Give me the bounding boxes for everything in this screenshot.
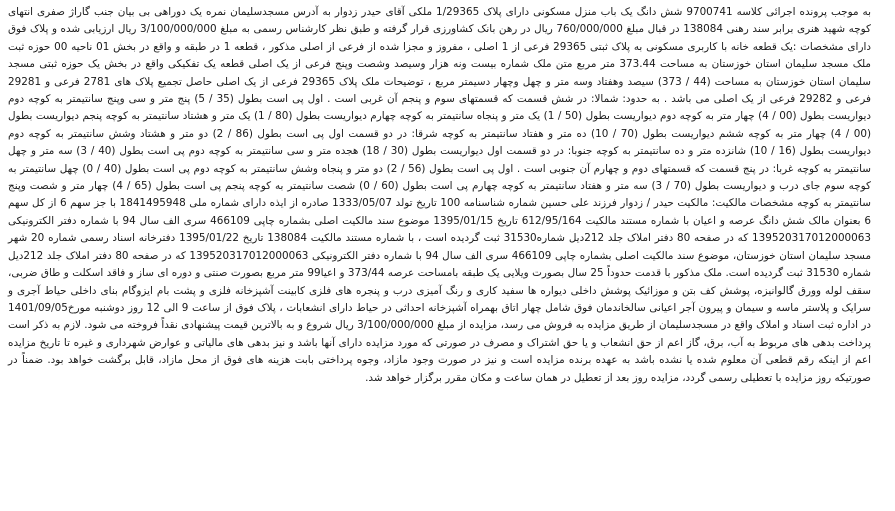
notice-body-text: به موجب پرونده اجرائی کلاسه 9700741 شش دانگ یک باب منزل مسکونی دارای پلاک 1/29365 ملکی آقای حیدر زدوار به آدرس مسجدسلیمان نمره یک دوراهی بی بیان جنب گاراژ صفری انتهای کوچه شهید هنری برابر سند رهنی 138084 در قبال مبلغ 760/000/000 ریال در رهن بانک کشاورزی قرار گرفته و طبق نظر کارشناس رسمی به مبلغ 3/100/000/000 ریال ارزیابی شده و پلاک فوق دارای مشخصات :یک قطعه خانه با کاربری مسکونی به پلاک ثبتی 29365 فرعی از 1 اصلی ، مفروز و مجزا شده از فرعی از اصلی مذکور ، قطعه 1 در طبقه و واقع در بخش 01 ناحیه 00 حوزه ثبت ملک مسجد سلیمان استان خوزستان به مساحت 373.44 متر مربع متن ملک شماره بیست ونه هزار وسیصد وشصت وپنج فرعی از یک اصلی قطعه یک تفکیکی واقع در بخش یک حوزه ثبتی مسجد سلیمان استان خوزستان به مساحت (44 / 373) سیصد وهفتاد وسه متر و چهل وچهار دسیمتر مربع ، توضیحات ملک پلاک 29365 فرعی از یک اصلی حاصل تجمیع پلاک های 2781 فرعی و 29281 فرعی و 29282 فرعی از یک اصلی می باشد . به حدود: شمالا: در شش قسمت که قسمتهای سوم و پنجم آن غربی است . اول پی است بطول (35 / 5) پنج متر و سی وپنج سانتیمتر به کوچه دوم دیواریست بطول (00 / 4) چهار متر به کوچه دوم دیواریست بطول (50 / 1) یک متر و پنجاه سانتیمتر به کوچه چهارم دیواریست بطول (80 / 1) یک متر و هشتاد سانتیمتر به کوچه پنجم دیواریست بطول (00 / 4) چهار متر به کوچه ششم دیواریست بطول (70 / 10) ده متر و هفتاد سانتیمتر به کوچه شرقا: در دو قسمت اول پی است بطول (86 / 2) دو متر و هشتاد وشش سانتیمتر به کوچه دوم دیواریست بطول (16 / 10) شانزده متر و ده سانتیمتر به کوچه جنوبا: در دو قسمت اول دیواریست بطول (30 / 18) هجده متر و سی سانتیمتر به کوچه دوم پی است بطول (40 / 3) سه متر و چهل سانتیمتر به کوچه غربا: در پنج قسمت که قسمتهای دوم و چهارم آن جنوبی است . اول پی است بطول (56 / 2) دو متر و پنجاه وشش سانتیمتر به کوچه دوم پی است بطول (40 / 0) چهل سانتیمتر به کوچه سوم جای درب و دیواریست بطول (70 / 3) سه متر و هفتاد سانتیمتر به کوچه چهارم پی است بطول (60 / 0) شصت سانتیمتر به کوچه پنجم پی است بطول (65 / 4) چهار متر و شصت وپنج سانتیمتر به کوچه مشخصات مالکیت: مالکیت حیدر / زدوار فرزند علی حسین شماره شناسنامه 100 تاریخ تولد 1333/05/07 صادره از ایذه دارای شماره ملی 1841495948 با جز سهم 6 از کل سهم 6 بعنوان مالک شش دانگ عرصه و اعیان با شماره مستند مالکیت 612/95/164 تاریخ 1395/01/15 موضوع سند مالکیت اصلی بشماره چاپی 466109 سری الف سال 94 با شماره دفتر الکترونیکی 139520317012000063 که در صفحه 80 دفتر املاک جلد 212دیل شماره31530 ثبت گردیده است ، با شماره مستند مالکیت 138084 تاریخ 1395/01/22 دفترخانه اسناد رسمی شماره 20 شهر مسجد سلیمان استان خوزستان، موضوع سند مالکیت اصلی بشماره چاپی 466109 سری الف سال 94 با شماره دفتر الکترونیکی 139520317012000063 که در صفحه 80 دفتر املاک جلد 212دیل شماره 31530 ثبت گردیده است. ملک مذکور با قدمت حدوداً 25 سال بصورت ویلایی یک طبقه بامساحت عرصه 373/44 و اعیا99 متر مربع بصورت صنتی و دوره ای ساز و فاقد اسکلت و طاق ضربی، سقف لوله وورق گالوانیزه، پوشش کف بتن و موزائیک پوشش داخلی دیواره ها سفید کاری و رنگ آمیزی درب و پنجره های فلزی کابینت آشپزخانه فلزی و پشت بام ایزوگام بنای داخلی حیاط آجری و سرایک و پلاستر ماسه و سیمان و پیرون آجر اعیانی سالخاندمان فوق شامل چهار اتاق بهمراه آشپزخانه احداثی در حیاط دارای انشعابات ، پلاک فوق از ساعت 9 الی 12 روز دوشنبه مورخ1401/09/05 در اداره ثبت اسناد و املاک واقع در مسجدسلیمان از طریق مزایده به فروش می رسد، مزایده از مبلغ 3/100/000/000 ریال شروع و به بالاترین قیمت پیشنهادی نقداً فروخته می شود. لازم به ذکر است پرداخت بدهی های مربوط به آب، برق، گاز اعم از حق انشعاب و یا حق اشتراک و مصرف در صورتی که مورد مزایده دارای آنها باشد و نیز بدهی های مالیاتی و عوارض شهرداری و غیره تا تاریخ مزایده اعم از اینکه رقم قطعی آن معلوم شده یا نشده باشد به عهده برنده مزایده است و نیز در صورت وجود مازاد، وجوه پرداختی بابت هزینه های فوق از محل مازاد، قابل برگشت خواهد بود. ضمناً در صورتیکه روز مزایده با تعطیلی رسمی گردد، مزایده روز بعد از تعطیل در همان ساعت و مکان مقرر برگزار خواهد شد.: [8, 6, 872, 384]
